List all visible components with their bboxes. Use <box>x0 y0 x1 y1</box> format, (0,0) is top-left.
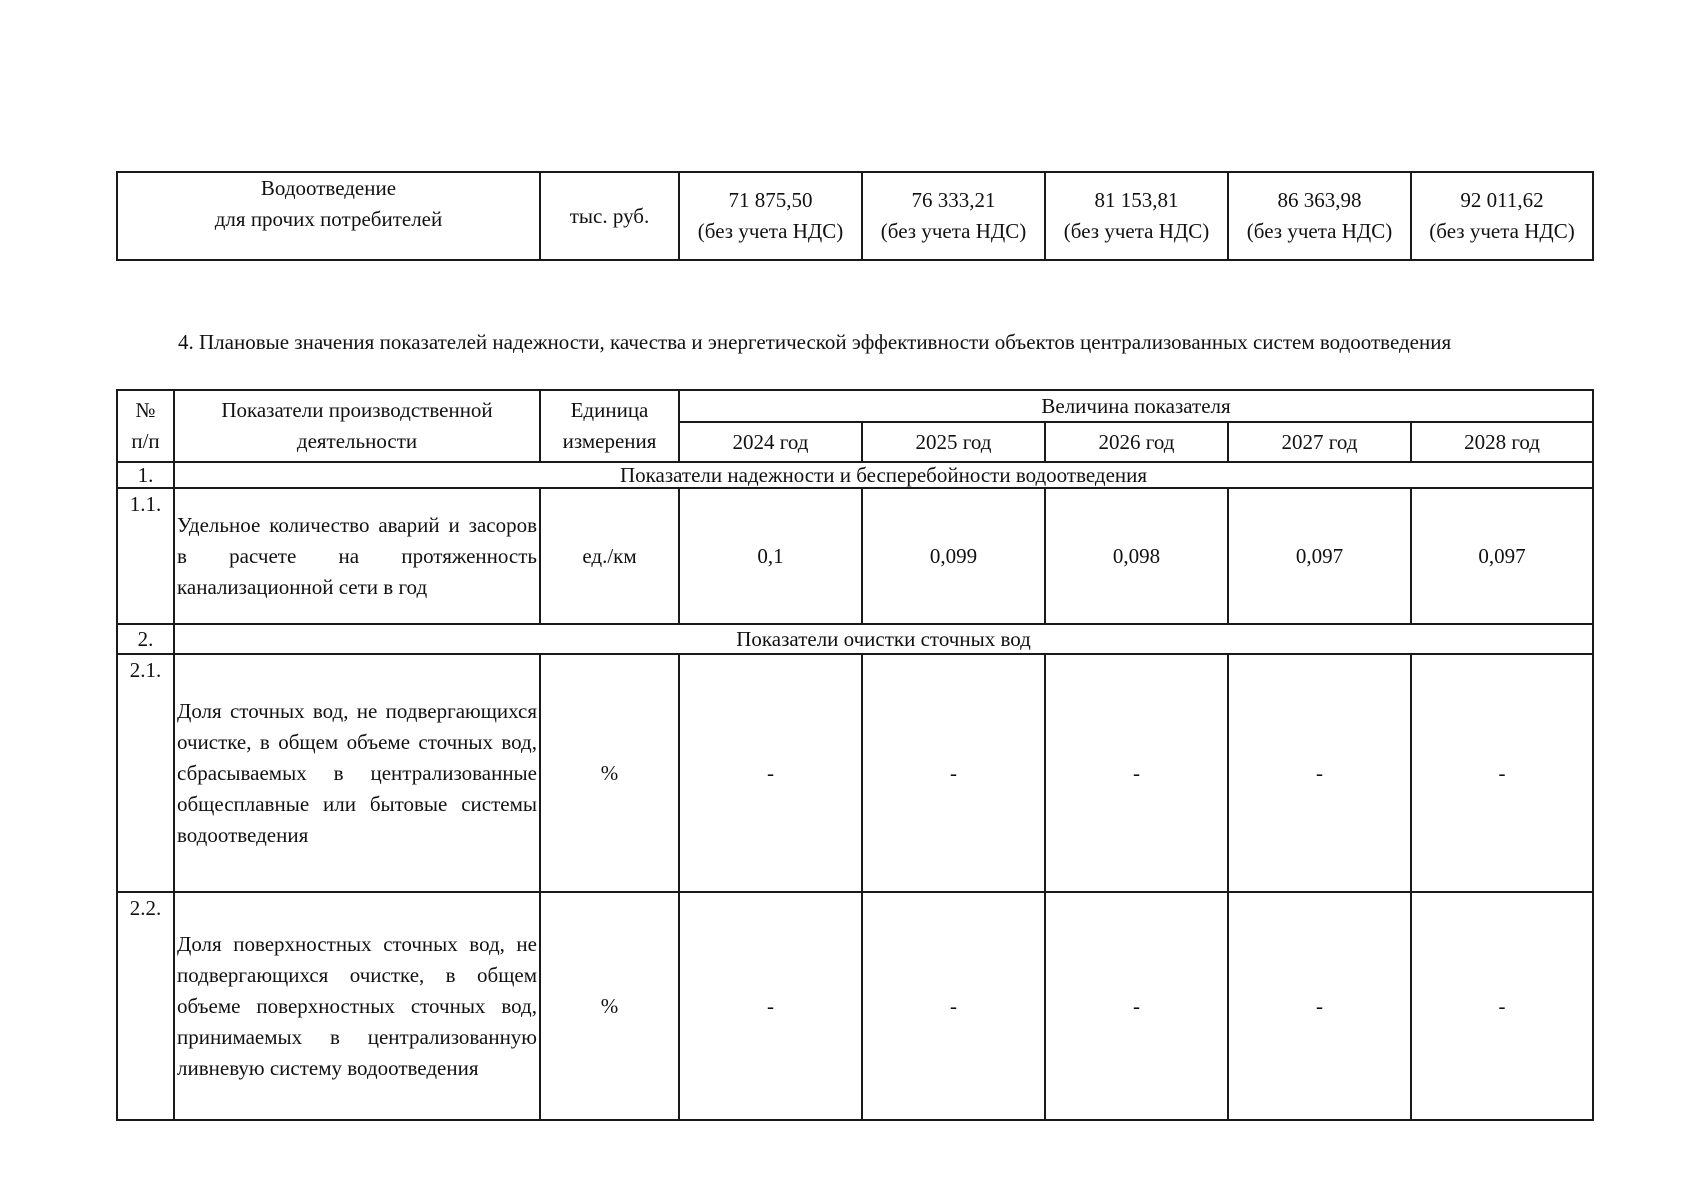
row-value-2028: - <box>1411 892 1593 1120</box>
section-heading: 4. Плановые значения показателей надежности, качества и энергетической эффективности объектов централизованных систем водоотведения <box>178 330 1452 354</box>
header-row <box>117 390 1593 422</box>
vat-note: (без учета НДС) <box>880 219 1027 243</box>
row-value-2024: 0,1 <box>679 488 862 624</box>
section-title: Показатели надежности и бесперебойности водоотведения <box>174 462 1593 488</box>
amount: 71 875,50 <box>728 188 813 212</box>
row-unit: % <box>540 654 679 892</box>
header-num-line1: № <box>135 398 156 422</box>
header-num-line2: п/п <box>131 429 160 453</box>
row-value-2024: - <box>679 654 862 892</box>
row-value-2026: - <box>1045 892 1228 1120</box>
header-unit-line2: измерения <box>562 429 657 453</box>
header-unit <box>540 390 679 462</box>
amount: 92 011,62 <box>1460 188 1544 212</box>
row-value-2026: 0,098 <box>1045 488 1228 624</box>
row-value-2027: - <box>1228 892 1411 1120</box>
service-name-cell <box>117 172 540 260</box>
row-value-2028: - <box>1411 654 1593 892</box>
value-cell-2028 <box>1411 172 1593 260</box>
service-name-line2: для прочих потребителей <box>214 207 443 231</box>
vat-note: (без учета НДС) <box>1246 219 1393 243</box>
amount: 81 153,81 <box>1094 188 1179 212</box>
service-name-line1: Водоотведение <box>260 176 397 200</box>
header-indicator <box>174 390 540 462</box>
header-year-2027: 2027 год <box>1228 422 1411 462</box>
header-indicator-line2: деятельности <box>296 429 418 453</box>
section-title: Показатели очистки сточных вод <box>174 624 1593 654</box>
section-row <box>117 624 1593 654</box>
row-num: 2.2. <box>117 892 174 1120</box>
amount: 76 333,21 <box>911 188 996 212</box>
unit-cell: тыс. руб. <box>540 172 679 260</box>
value-cell-2024 <box>679 172 862 260</box>
row-value-2028: 0,097 <box>1411 488 1593 624</box>
row-unit: ед./км <box>540 488 679 624</box>
section-num: 2. <box>117 624 174 654</box>
header-num <box>117 390 174 462</box>
header-unit-line1: Единица <box>570 398 649 422</box>
row-value-2027: - <box>1228 654 1411 892</box>
row-indicator-name: Доля сточных вод, не подвергающихся очистке, в общем объеме сточных вод, сбрасываемых в централизованные общесплавные или бытовые системы водоотведения <box>174 654 540 892</box>
row-value-2025: - <box>862 654 1045 892</box>
header-value-group: Величина показателя <box>679 390 1593 422</box>
row-indicator-name: Удельное количество аварий и засоров в расчете на протяженность канализационной сети в год <box>174 488 540 624</box>
row-unit: % <box>540 892 679 1120</box>
vat-note: (без учета НДС) <box>1063 219 1210 243</box>
table-row <box>117 654 1593 892</box>
row-value-2027: 0,097 <box>1228 488 1411 624</box>
table-row <box>117 172 1593 260</box>
table-row <box>117 488 1593 624</box>
row-num: 1.1. <box>117 488 174 624</box>
header-year-2026: 2026 год <box>1045 422 1228 462</box>
vat-note: (без учета НДС) <box>697 219 844 243</box>
row-num: 2.1. <box>117 654 174 892</box>
row-value-2025: 0,099 <box>862 488 1045 624</box>
row-indicator-name: Доля поверхностных сточных вод, не подвергающихся очистке, в общем объеме поверхностных сточных вод, принимаемых в централизованную ливневую систему водоотведения <box>174 892 540 1120</box>
indicators-table <box>116 389 1594 1121</box>
value-cell-2026 <box>1045 172 1228 260</box>
table-row <box>117 892 1593 1120</box>
header-indicator-line1: Показатели производственной <box>221 398 493 422</box>
section-row <box>117 462 1593 488</box>
section-num: 1. <box>117 462 174 488</box>
header-year-2025: 2025 год <box>862 422 1045 462</box>
value-cell-2025 <box>862 172 1045 260</box>
row-value-2024: - <box>679 892 862 1120</box>
value-cell-2027 <box>1228 172 1411 260</box>
row-value-2026: - <box>1045 654 1228 892</box>
amount: 86 363,98 <box>1277 188 1362 212</box>
header-year-2024: 2024 год <box>679 422 862 462</box>
row-value-2025: - <box>862 892 1045 1120</box>
header-year-2028: 2028 год <box>1411 422 1593 462</box>
tariff-table <box>116 171 1594 261</box>
vat-note: (без учета НДС) <box>1429 219 1575 243</box>
